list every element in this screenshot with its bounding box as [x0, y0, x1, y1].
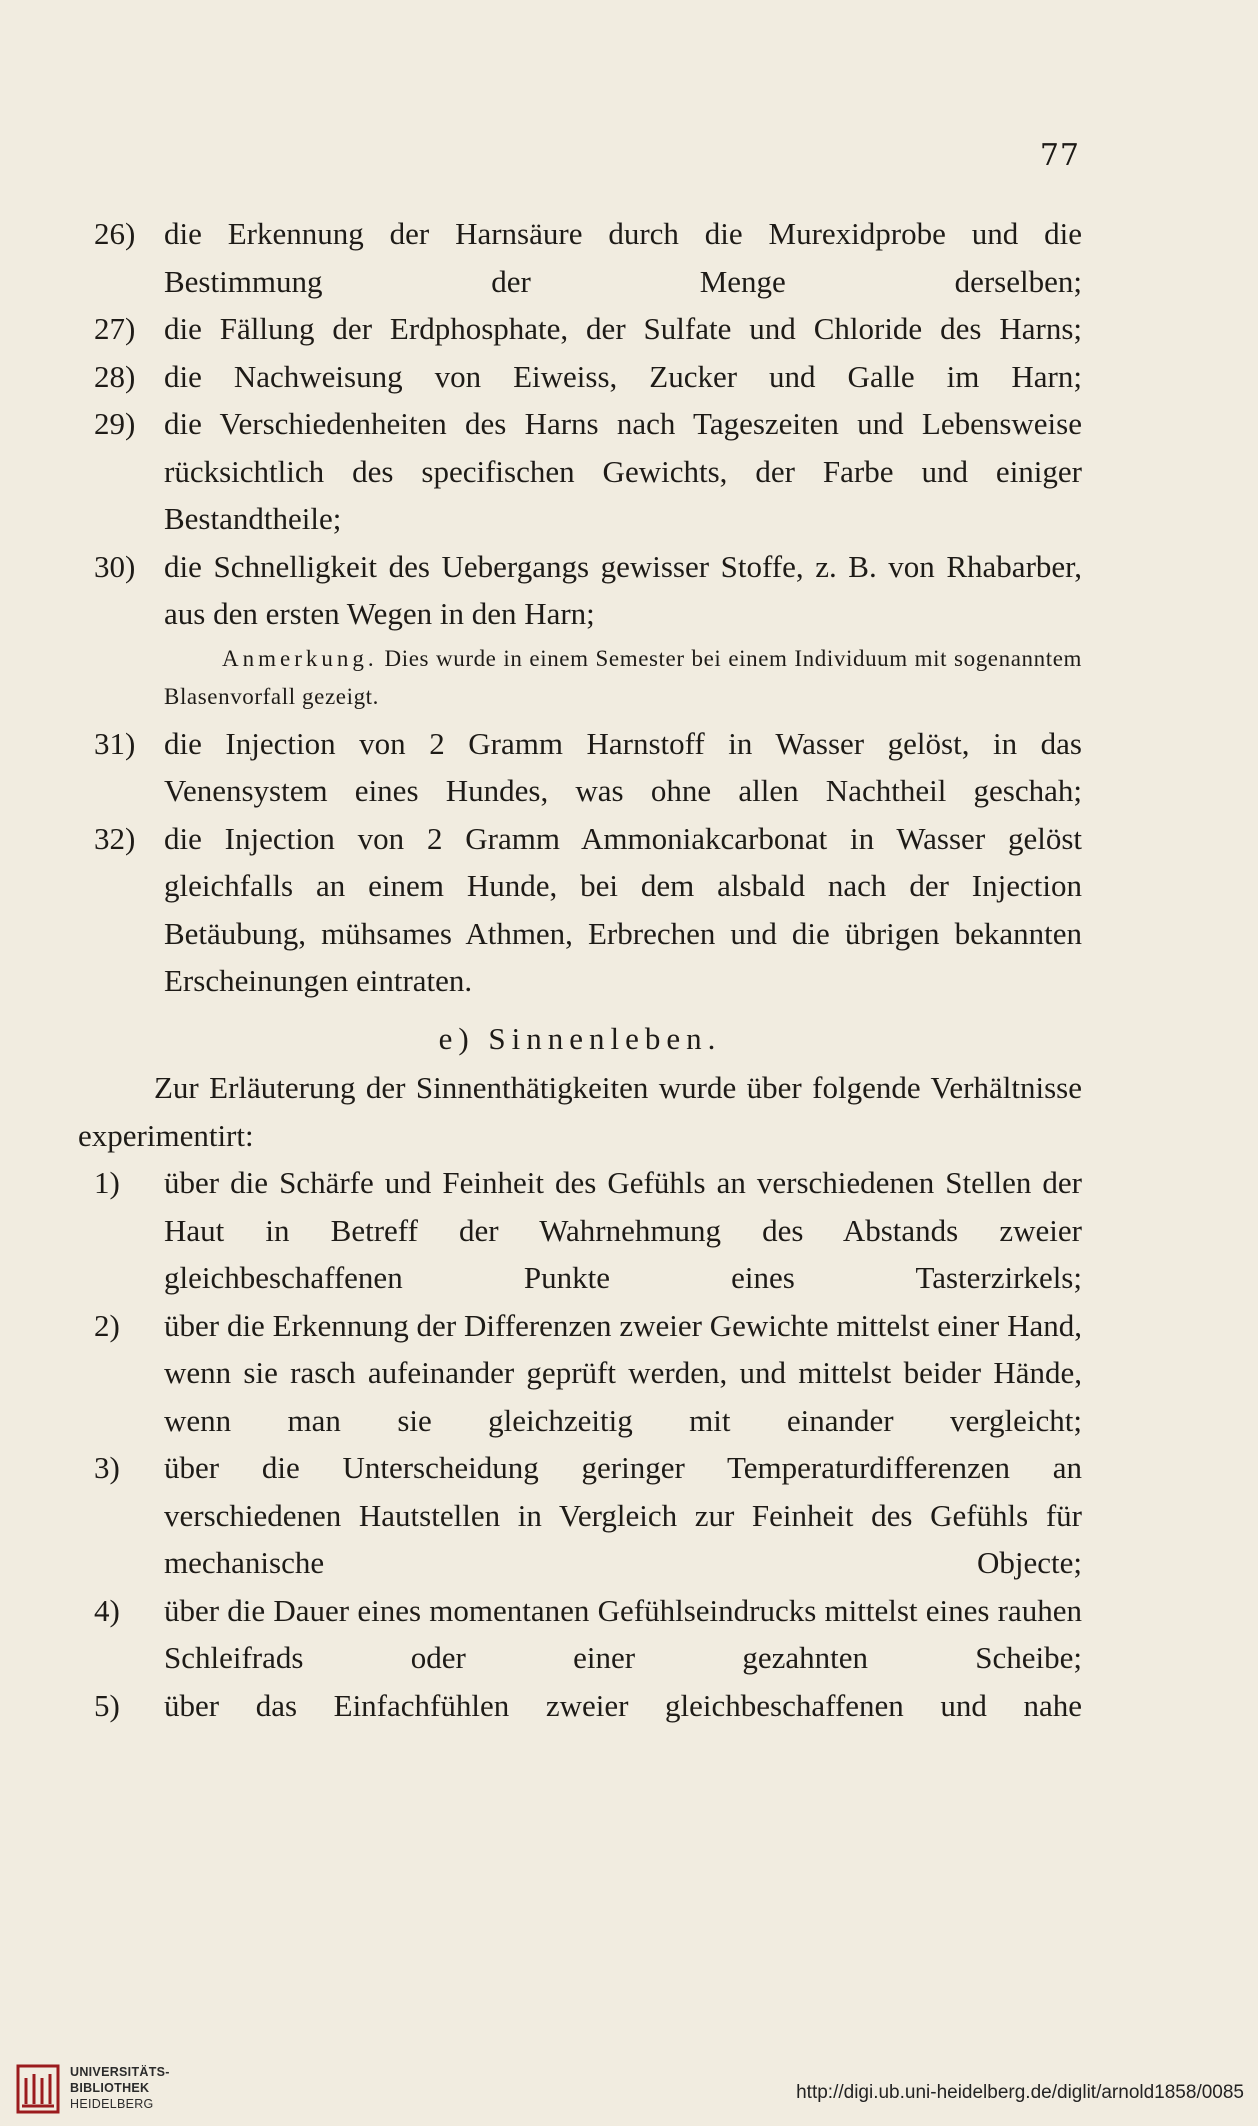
- item-number: 5): [94, 1687, 120, 1723]
- list-item: [78, 720, 1082, 815]
- list-item: [78, 400, 1082, 543]
- item-text: die Injection von 2 Gramm Harnstoff in Wasser gelöst, in das Venensystem eines Hundes, was ohne allen Nachtheil geschah;: [164, 725, 1082, 808]
- intro-paragraph: Zur Erläuterung der Sinnenthätigkeiten wurde über folgende Verhältnisse experimentirt:: [78, 1070, 1082, 1153]
- list-item: [78, 353, 1082, 401]
- list-item: [78, 1302, 1082, 1445]
- library-seal-icon: [12, 2060, 64, 2118]
- item-text: die Fällung der Erdphosphate, der Sulfate und Chloride des Harns;: [164, 311, 1082, 346]
- body-text: [78, 210, 1082, 1729]
- item-number: 4): [94, 1592, 120, 1628]
- item-text: über das Einfachfühlen zweier gleichbeschaffenen und nahe: [164, 1687, 1082, 1723]
- library-logo[interactable]: [12, 2060, 192, 2120]
- item-text: die Erkennung der Harnsäure durch die Murexidprobe und die Bestimmung der Menge derselben;: [164, 216, 1082, 299]
- list-item: [78, 210, 1082, 305]
- note-text: Dies wurde in einem Semester bei einem Individuum mit sogenanntem Blasenvorfall gezeigt.: [164, 645, 1083, 709]
- logo-line-3: HEIDELBERG: [70, 2097, 154, 2111]
- item-number: 26): [94, 216, 136, 251]
- item-number: 28): [94, 358, 136, 394]
- list-item: [78, 543, 1082, 638]
- item-number: 29): [94, 406, 136, 441]
- section-heading: e) Sinnenleben.: [438, 1020, 722, 1056]
- item-text: über die Erkennung der Differenzen zweier Gewichte mittelst einer Hand, wenn sie rasch aufeinander geprüft werden, und mittelst beider Hände, wenn man sie gleichzeitig mit einander vergleicht;: [164, 1307, 1082, 1438]
- item-number: 3): [94, 1450, 120, 1485]
- item-number: 30): [94, 548, 136, 584]
- item-text: die Nachweisung von Eiweiss, Zucker und Galle im Harn;: [164, 358, 1082, 394]
- page-number: 77: [1039, 138, 1080, 173]
- item-number: 27): [94, 311, 136, 346]
- source-url-link[interactable]: http://digi.ub.uni-heidelberg.de/diglit/arnold1858/0085: [796, 2082, 1244, 2103]
- list-item: [78, 1159, 1082, 1302]
- list-item: [78, 1587, 1082, 1682]
- list-item: [78, 815, 1082, 1005]
- item-text: die Schnelligkeit des Uebergangs gewisser Stoffe, z. B. von Rhabarber, aus den ersten Wegen in den Harn;: [164, 548, 1082, 631]
- logo-line-2: BIBLIOTHEK: [70, 2081, 150, 2095]
- item-text: über die Dauer eines momentanen Gefühlseindrucks mittelst eines rauhen Schleifrads oder einer gezahnten Scheibe;: [164, 1592, 1082, 1675]
- note-label: Anmerkung.: [222, 645, 378, 671]
- item-text: über die Schärfe und Feinheit des Gefühls an verschiedenen Stellen der Haut in Betreff der Wahrnehmung des Abstands zweier gleichbeschaffenen Punkte eines Tasterzirkels;: [164, 1165, 1082, 1295]
- item-text: über die Unterscheidung geringer Temperaturdifferenzen an verschiedenen Hautstellen in Vergleich zur Feinheit des Gefühls für mechanische Objecte;: [164, 1450, 1082, 1580]
- item-text: die Injection von 2 Gramm Ammoniakcarbonat in Wasser gelöst gleichfalls an einem Hunde, bei dem alsbald nach der Injection Betäubung, mühsames Athmen, Erbrechen und die übrigen bekannten Erscheinungen eintraten.: [164, 820, 1082, 998]
- list-item: [78, 1444, 1082, 1587]
- list-item: [78, 1682, 1082, 1730]
- item-text: die Verschiedenheiten des Harns nach Tageszeiten und Lebensweise rücksichtlich des specifischen Gewichts, der Farbe und einiger Bestandtheile;: [164, 406, 1082, 536]
- item-number: 2): [94, 1307, 120, 1343]
- item-number: 31): [94, 725, 136, 761]
- list-item: [78, 305, 1082, 353]
- footnote-remark: [78, 640, 1082, 716]
- item-number: 1): [94, 1165, 120, 1200]
- logo-line-1: UNIVERSITÄTS-: [70, 2065, 170, 2079]
- item-number: 32): [94, 820, 136, 856]
